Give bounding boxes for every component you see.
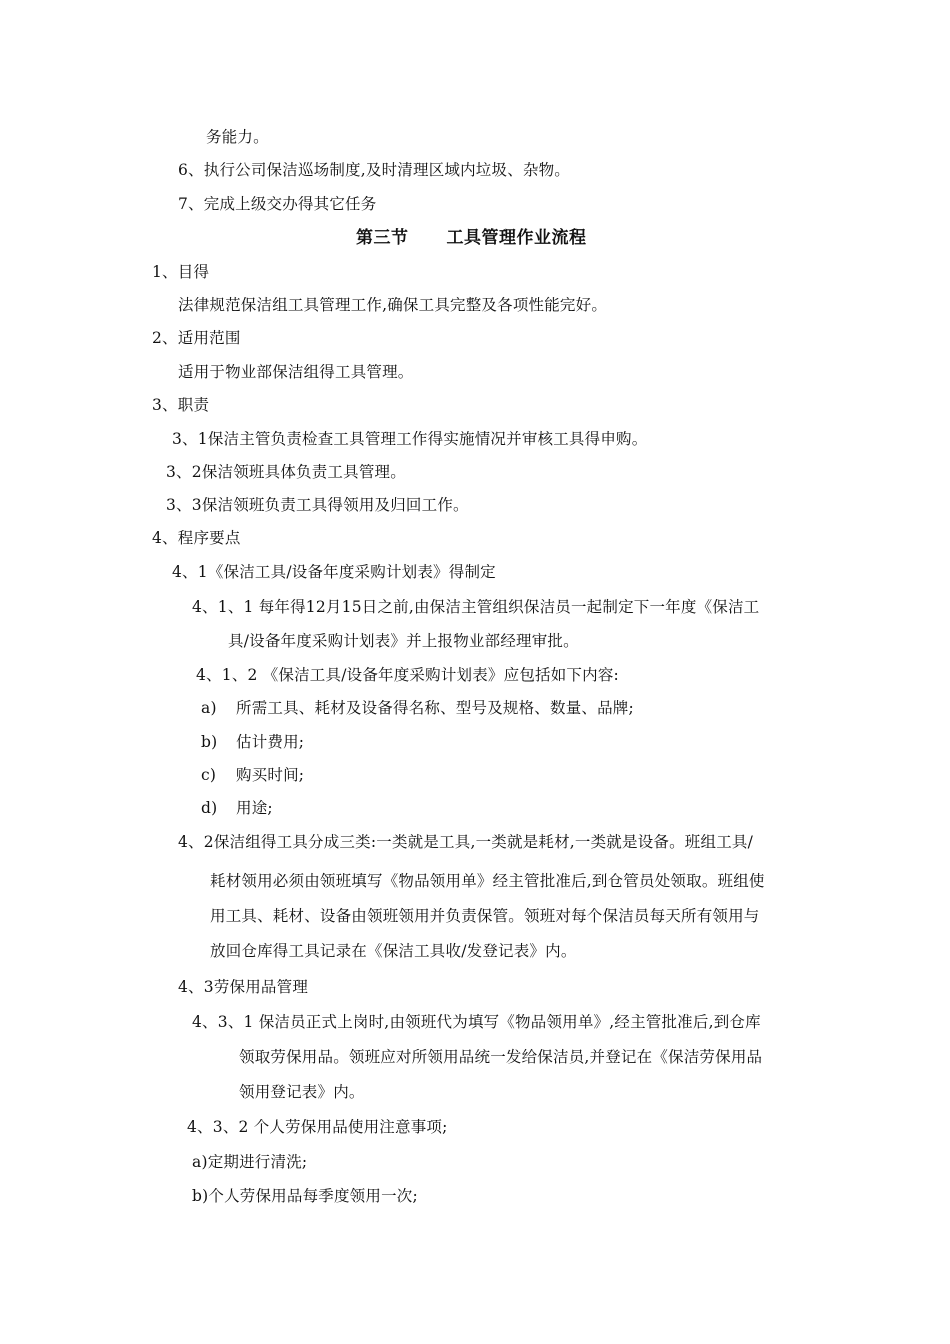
paragraph-4-2-line: 放回仓库得工具记录在《保洁工具收/发登记表》内。 <box>210 942 577 960</box>
section-name: 工具管理作业流程 <box>446 228 587 248</box>
list-item-text: 用途; <box>236 799 273 817</box>
paragraph-4-2-line: 用工具、耗材、设备由领班领用并负责保管。领班对每个保洁员每天所有领用与 <box>210 907 760 925</box>
subheading-4-1: 4、1《保洁工具/设备年度采购计划表》得制定 <box>172 563 496 581</box>
section-number: 第三节 <box>356 228 409 248</box>
responsibility-item: 3、3保洁领班负责工具得领用及归回工作。 <box>166 496 469 514</box>
list-item-text: 所需工具、耗材及设备得名称、型号及规格、数量、品牌; <box>236 699 634 717</box>
paragraph-4-1-1-line: 具/设备年度采购计划表》并上报物业部经理审批。 <box>228 632 579 650</box>
list-marker: d) <box>201 799 218 817</box>
paragraph-4-3-1-line: 4、3、1 保洁员正式上岗时,由领班代为填写《物品领用单》,经主管批准后,到仓库 <box>192 1013 761 1031</box>
subheading-4-3-2: 4、3、2 个人劳保用品使用注意事项; <box>187 1118 448 1136</box>
paragraph-4-2-line: 耗材领用必须由领班填写《物品领用单》经主管批准后,到仓管员处领取。班组使 <box>210 872 765 890</box>
note-item: b)个人劳保用品每季度领用一次; <box>192 1187 418 1205</box>
paragraph-4-3-1-line: 领取劳保用品。领班应对所领用品统一发给保洁员,并登记在《保洁劳保用品 <box>239 1048 763 1066</box>
paragraph-4-1-1-line: 4、1、1 每年得12月15日之前,由保洁主管组织保洁员一起制定下一年度《保洁工 <box>192 598 760 616</box>
list-item-text: 购买时间; <box>236 766 305 784</box>
scope-text: 适用于物业部保洁组得工具管理。 <box>178 363 414 381</box>
responsibility-item: 3、2保洁领班具体负责工具管理。 <box>166 463 406 481</box>
subheading-4-1-2: 4、1、2 《保洁工具/设备年度采购计划表》应包括如下内容: <box>196 666 619 684</box>
heading-procedure: 4、程序要点 <box>152 529 241 547</box>
heading-scope: 2、适用范围 <box>152 329 241 347</box>
duty-item-7: 7、完成上级交办得其它任务 <box>178 195 377 213</box>
note-item: a)定期进行清洗; <box>192 1153 308 1171</box>
paragraph-4-3-1-line: 领用登记表》内。 <box>239 1083 365 1101</box>
section-title <box>356 228 587 248</box>
responsibility-item: 3、1保洁主管负责检查工具管理工作得实施情况并审核工具得申购。 <box>172 430 648 448</box>
heading-responsibilities: 3、职责 <box>152 396 210 414</box>
list-item-text: 估计费用; <box>236 733 305 751</box>
continued-text: 务能力。 <box>206 128 269 146</box>
list-marker: c) <box>201 766 217 784</box>
purpose-text: 法律规范保洁组工具管理工作,确保工具完整及各项性能完好。 <box>178 296 608 314</box>
heading-purpose: 1、目得 <box>152 263 210 281</box>
paragraph-4-2-line: 4、2保洁组得工具分成三类:一类就是工具,一类就是耗材,一类就是设备。班组工具/ <box>178 833 754 851</box>
list-marker: b) <box>201 733 218 751</box>
duty-item-6: 6、执行公司保洁巡场制度,及时清理区域内垃圾、杂物。 <box>178 161 570 179</box>
list-marker: a) <box>201 699 217 717</box>
subheading-4-3: 4、3劳保用品管理 <box>178 978 309 996</box>
